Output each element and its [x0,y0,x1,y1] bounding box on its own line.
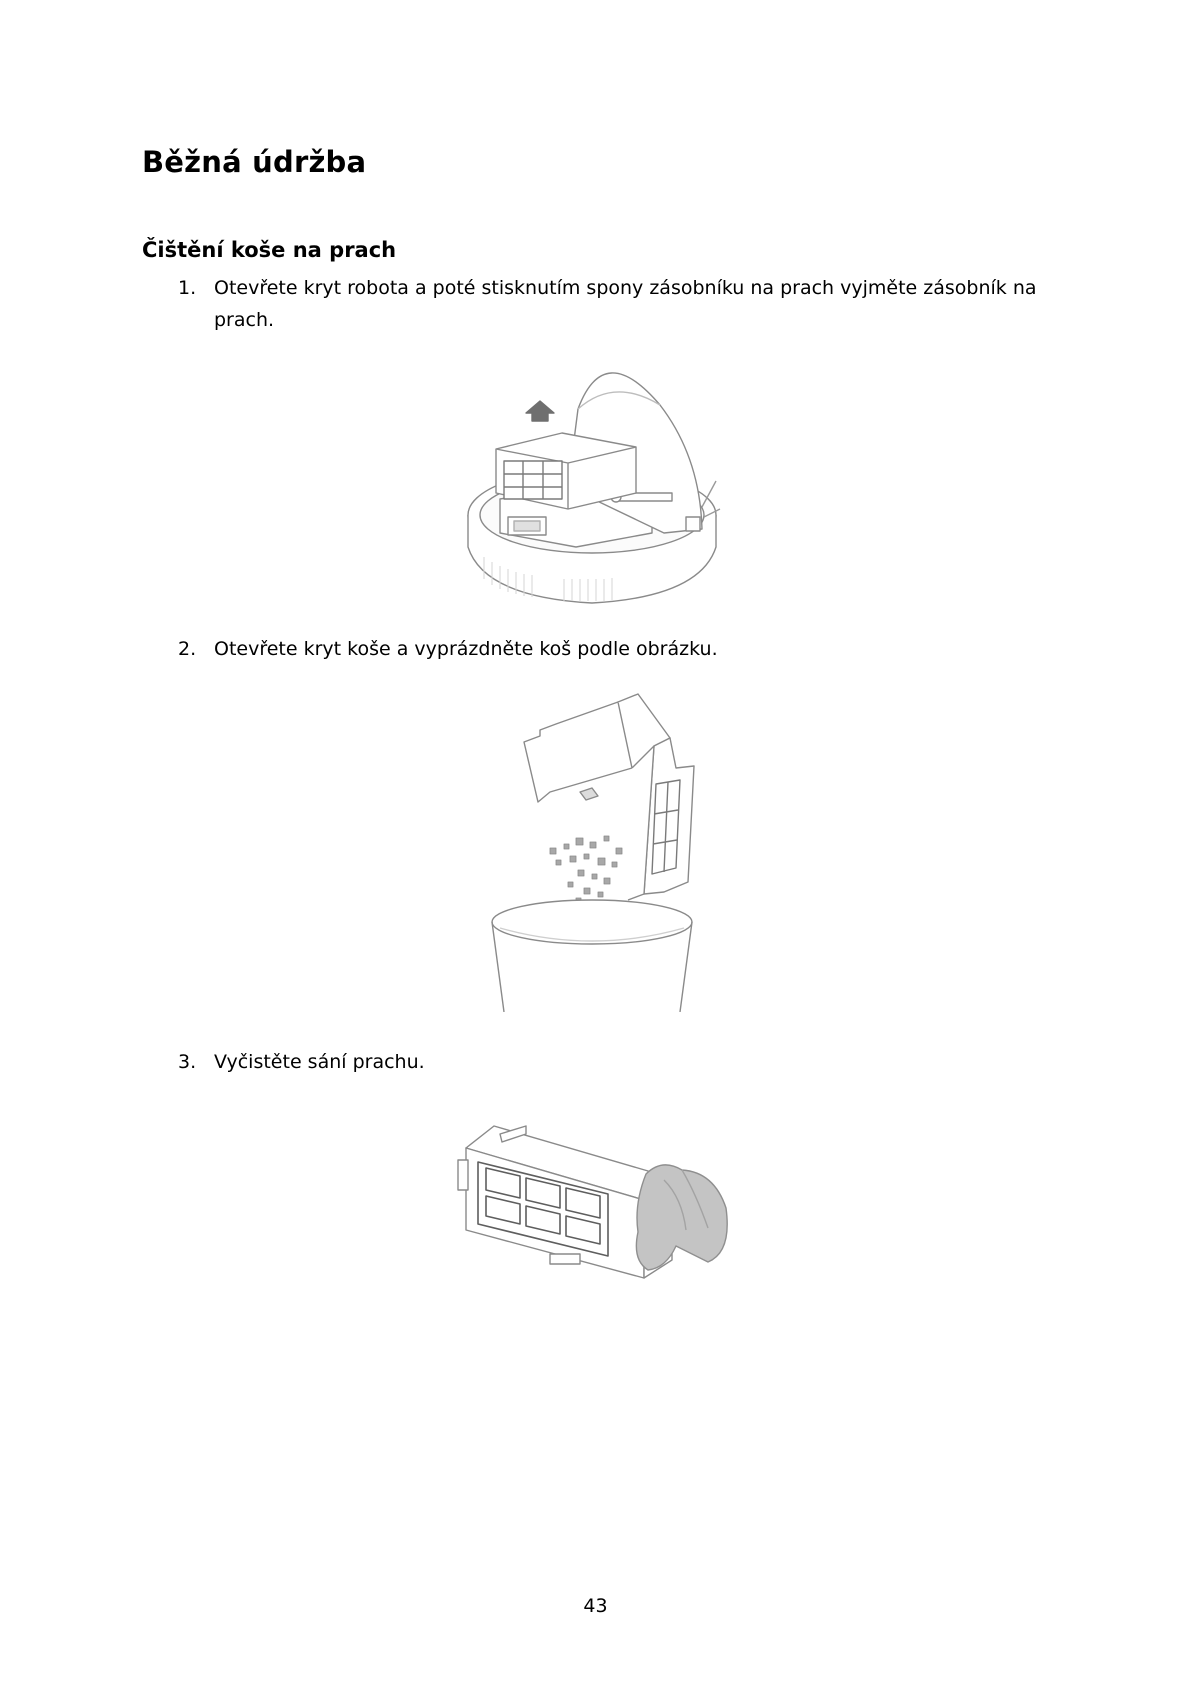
step-number: 3. [178,1051,197,1073]
dustbin-emptying-illustration [480,692,718,1012]
dustbin-cleaning-cloth-illustration [456,1120,732,1282]
step-text: Vyčistěte sání prachu. [214,1051,425,1073]
step-text: Otevřete kryt koše a vyprázdněte koš podle obrázku. [214,638,718,660]
step-3 [178,1046,1078,1078]
page-title: Běžná údržba [142,145,367,179]
page-number: 43 [583,1595,608,1617]
robot-dustbin-removal-illustration [464,357,736,609]
step-2 [178,633,1078,665]
step-text: Otevřete kryt robota a poté stisknutím spony zásobníku na prach vyjměte zásobník na prach. [214,277,1037,331]
section-heading: Čištění koše na prach [142,238,397,262]
step-number: 2. [178,638,197,660]
step-number: 1. [178,277,197,299]
step-1 [178,272,1078,336]
